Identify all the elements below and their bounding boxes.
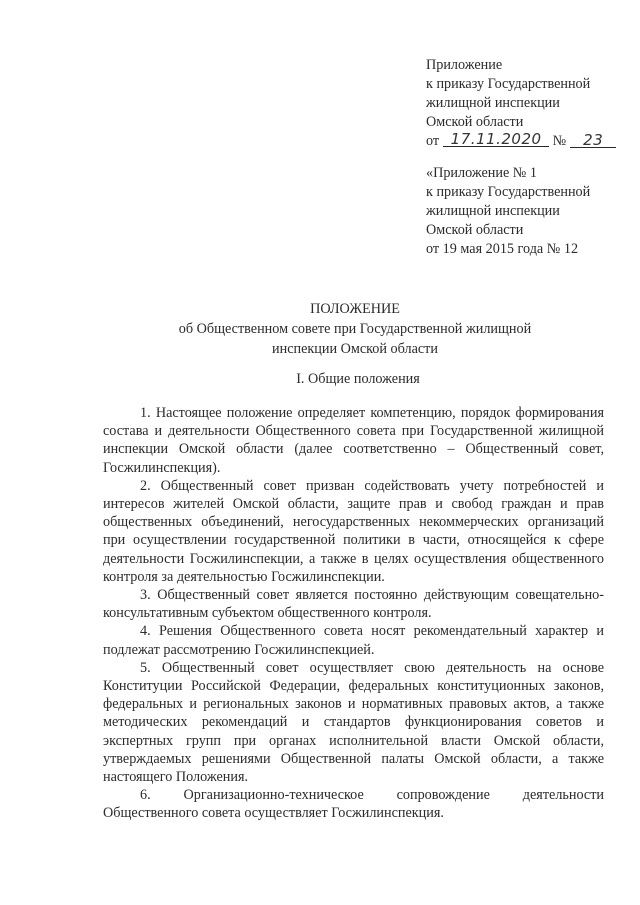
original-attachment-line-1: «Приложение № 1 [426, 165, 537, 181]
title-line-3: инспекции Омской области [272, 341, 438, 357]
paragraph-4: 4. Решения Общественного совета носят рекомендательный характер и подлежат рассмотрению Госжилинспекцией. [103, 623, 604, 658]
paragraph-2: 2. Общественный совет призван содействовать учету потребностей и интересов жителей Омской области, защите прав и свобод граждан и прав общественных объединений, негосударственных некоммерческих организаций при осуществлении государственной политики в части, относящейся к сфере деятельности Госжилинспекции, а также в целях осуществления общественного контроля за деятельностью Госжилинспекции. [103, 477, 604, 585]
handwritten-number: 23 [570, 133, 616, 148]
attachment-line-2: к приказу Государственной [426, 76, 591, 92]
attachment-line-1: Приложение [426, 57, 503, 73]
attachment-line-4: Омской области [426, 114, 524, 130]
paragraph-6: 6. Организационно-техническое сопровождение деятельности Общественного совета осуществляет Госжилинспекция. [103, 787, 604, 822]
title-line-1: ПОЛОЖЕНИЕ [310, 301, 400, 317]
attachment-line-3: жилищной инспекции [426, 95, 560, 111]
document-body [103, 404, 604, 823]
section-heading: I. Общие положения [296, 371, 420, 387]
paragraph-3: 3. Общественный совет является постоянно действующим совещательно-консультативным субъектом общественного контроля. [103, 587, 604, 622]
original-attachment-block [426, 164, 626, 259]
title-line-2: об Общественном совете при Государственной жилищной [178, 321, 532, 337]
attachment-block [426, 56, 626, 151]
original-attachment-line-5: от 19 мая 2015 года № 12 [426, 241, 579, 257]
paragraph-1: 1. Настоящее положение определяет компетенцию, порядок формирования состава и деятельности Общественного совета при Государственной жилищной инспекции Омской области (далее соответственно – Общественный совет, Госжилинспекция). [103, 405, 604, 476]
number-prefix: № [552, 133, 567, 149]
date-prefix: от [426, 133, 440, 149]
original-attachment-line-3: жилищной инспекции [426, 203, 560, 219]
paragraph-5: 5. Общественный совет осуществляет свою деятельность на основе Конституции Российской Федерации, федеральных конституционных законов, федеральных и региональных законов и нормативных правовых актов, а также методических рекомендаций и стандартов функционирования советов и экспертных групп при органах исполнительной власти Омской области, утверждаемых решениями Общественной палаты Омской области, а также настоящего Положения. [103, 659, 604, 786]
document-title [0, 299, 640, 359]
handwritten-date: 17.11.2020 [443, 132, 549, 147]
original-attachment-line-2: к приказу Государственной [426, 184, 591, 200]
original-attachment-line-4: Омской области [426, 222, 524, 238]
attachment-date-line [426, 132, 626, 151]
